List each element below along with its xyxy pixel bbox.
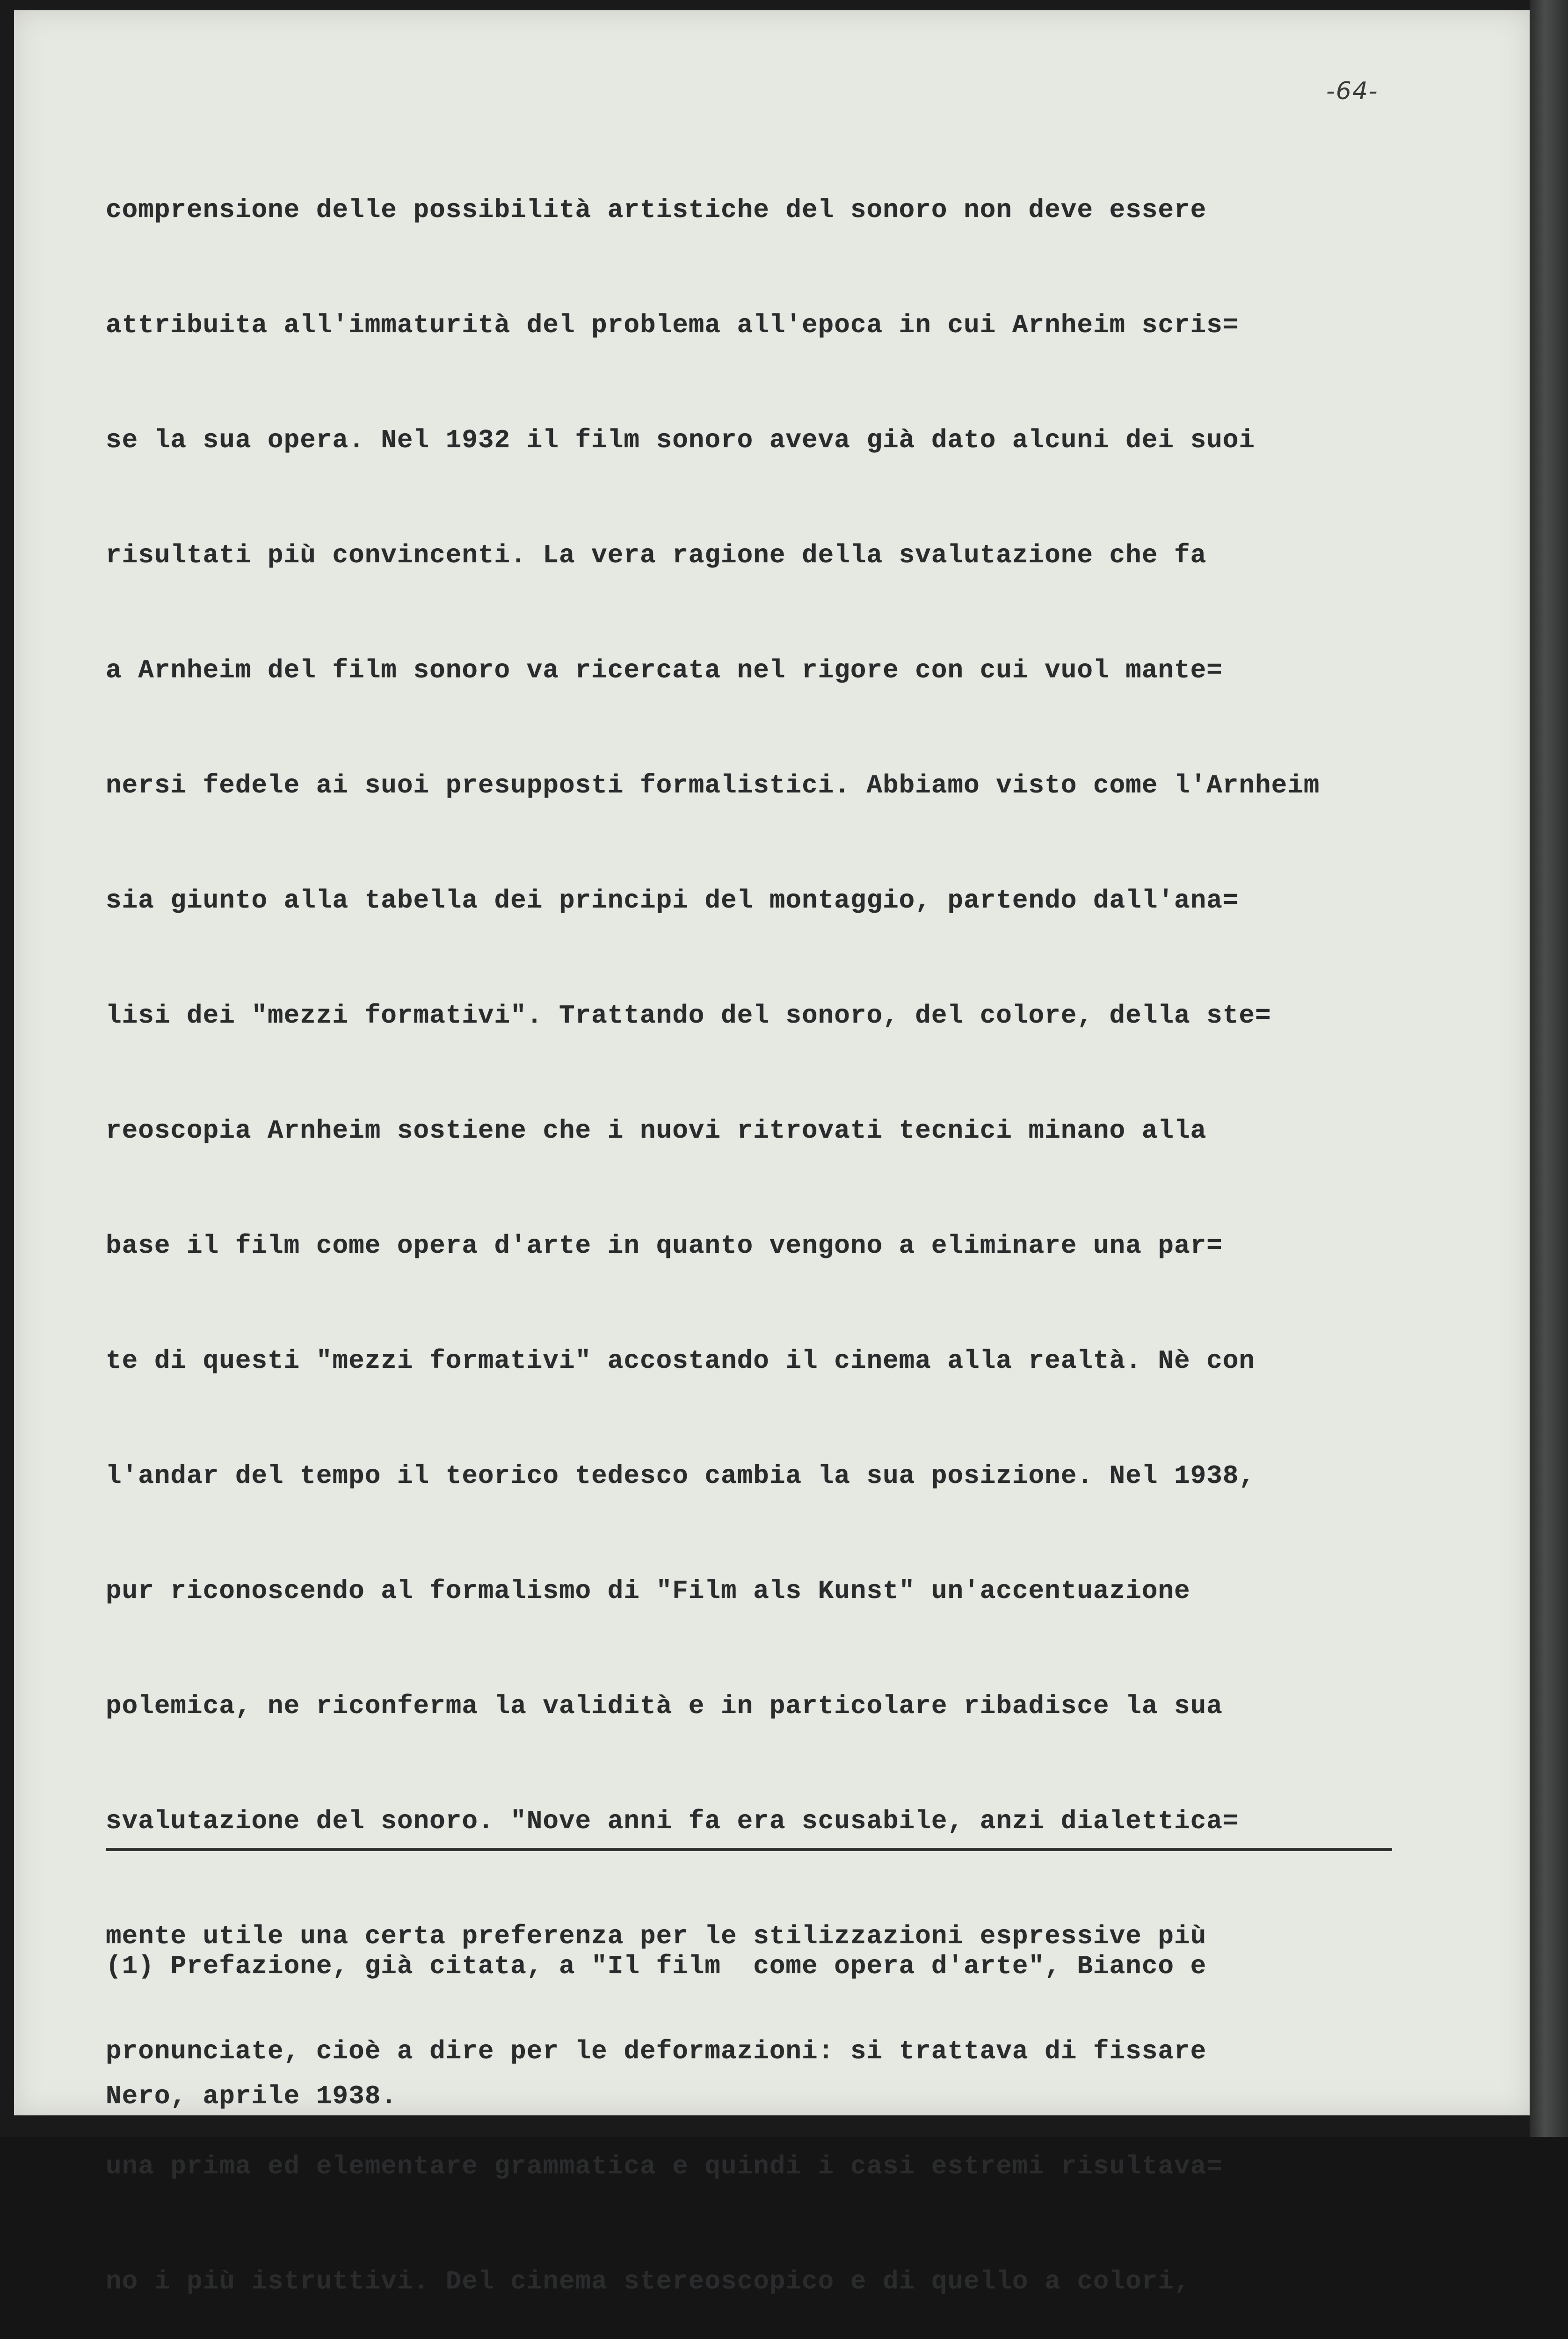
footnote xyxy=(106,1871,1206,2161)
footnote-line: Nero, aprile 1938. xyxy=(106,2081,397,2111)
binding-edge xyxy=(1530,0,1568,2137)
page-number: -64- xyxy=(1326,77,1379,105)
text-line: comprensione delle possibilità artistiche del sonoro non deve essere xyxy=(106,195,1207,225)
text-line: svalutazione del sonoro. "Nove anni fa era scusabile, anzi dialettica= xyxy=(106,1806,1239,1836)
text-line: base il film come opera d'arte in quanto vengono a eliminare una par= xyxy=(106,1231,1223,1261)
footnote-line: (1) Prefazione, già citata, a "Il film come opera d'arte", Bianco e xyxy=(106,1951,1207,1981)
text-line: mente utile una certa preferenza per le stilizzazioni espressive più xyxy=(106,1921,1207,1951)
text-line: a Arnheim del film sonoro va ricercata nel rigore con cui vuol mante= xyxy=(106,655,1223,685)
footnote-divider xyxy=(106,1848,1392,1851)
text-line: se la sua opera. Nel 1932 il film sonoro aveva già dato alcuni dei suoi xyxy=(106,425,1255,455)
text-line: te di questi "mezzi formativi" accostando il cinema alla realtà. Nè con xyxy=(106,1346,1255,1376)
text-line: polemica, ne riconferma la validità e in particolare ribadisce la sua xyxy=(106,1691,1223,1721)
text-line: pur riconoscendo al formalismo di "Film als Kunst" un'accentuazione xyxy=(106,1576,1191,1606)
text-line: lisi dei "mezzi formativi". Trattando del sonoro, del colore, della ste= xyxy=(106,1001,1271,1031)
text-line: l'andar del tempo il teorico tedesco cambia la sua posizione. Nel 1938, xyxy=(106,1461,1255,1491)
text-line: pronunciate, cioè a dire per le deformazioni: si trattava di fissare xyxy=(106,2036,1207,2066)
text-line: nersi fedele ai suoi presupposti formalistici. Abbiamo visto come l'Arnheim xyxy=(106,770,1320,800)
text-line: reoscopia Arnheim sostiene che i nuovi ritrovati tecnici minano alla xyxy=(106,1116,1207,1146)
text-line: sia giunto alla tabella dei principi del montaggio, partendo dall'ana= xyxy=(106,886,1239,915)
text-line: attribuita all'immaturità del problema all'epoca in cui Arnheim scris= xyxy=(106,310,1239,340)
text-line: risultati più convincenti. La vera ragione della svalutazione che fa xyxy=(106,540,1207,570)
text-line: no i più istruttivi. Del cinema stereoscopico e di quello a colori, xyxy=(106,2266,1191,2296)
text-line: una prima ed elementare grammatica e quindi i casi estremi risultava= xyxy=(106,2151,1223,2181)
